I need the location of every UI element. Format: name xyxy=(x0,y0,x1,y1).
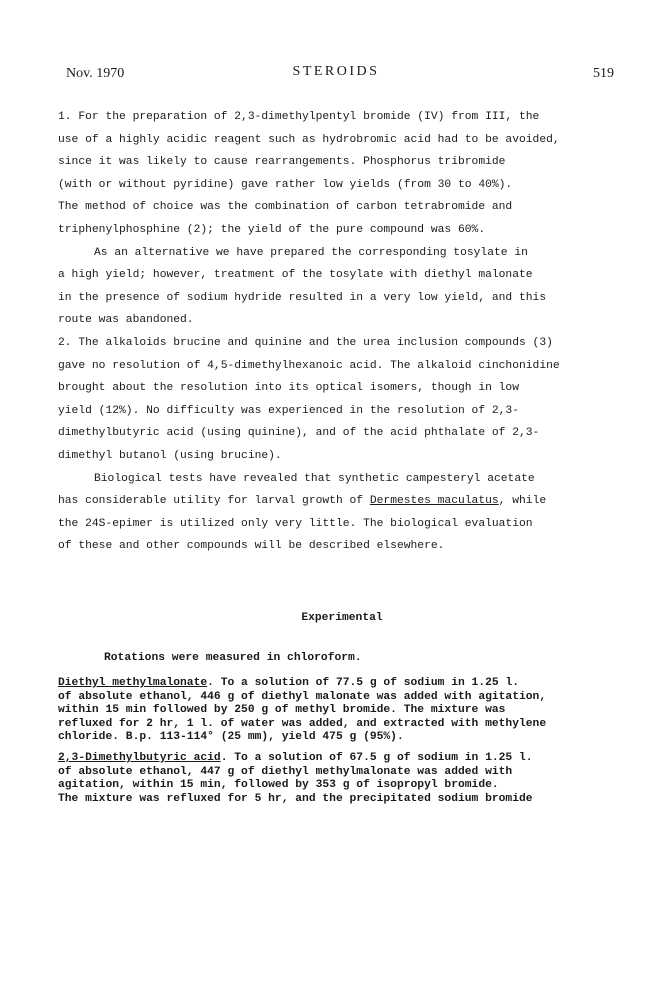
procedure-dimethylbutyric-acid xyxy=(58,752,626,806)
procedure-text: . To a solution of 67.5 g of sodium in 1.25 l. xyxy=(220,752,533,764)
biological-text: has considerable utility for larval growth of xyxy=(58,495,370,508)
compound-title: Diethyl methylmalonate xyxy=(58,677,208,689)
procedure-line: within 15 min followed by 250 g of methyl bromide. The mixture was xyxy=(58,704,506,717)
note2-line: dimethyl butanol (using brucine). xyxy=(58,449,282,462)
alternative-line: As an alternative we have prepared the corresponding tosylate in xyxy=(94,246,528,259)
biological-line: Biological tests have revealed that synthetic campesteryl acetate xyxy=(94,472,535,485)
procedure-diethyl-methylmalonate xyxy=(58,677,626,745)
biological-line: the 24S-epimer is utilized only very little. The biological evaluation xyxy=(58,517,533,530)
note1-line: (with or without pyridine) gave rather low yields (from 30 to 40%). xyxy=(58,178,513,191)
procedure-line: agitation, within 15 min, followed by 353 g of isopropyl bromide. xyxy=(58,779,499,792)
experimental-heading: Experimental xyxy=(301,612,383,624)
procedure-text: . To a solution of 77.5 g of sodium in 1.25 l. xyxy=(207,677,520,689)
note2-line: gave no resolution of 4,5-dimethylhexanoic acid. The alkaloid cinchonidine xyxy=(58,359,560,372)
biological-line xyxy=(58,490,626,513)
alternative-line: in the presence of sodium hydride resulted in a very low yield, and this xyxy=(58,291,547,304)
note2-line: yield (12%). No difficulty was experienced in the resolution of 2,3- xyxy=(58,404,519,417)
biological-line: of these and other compounds will be described elsewhere. xyxy=(58,540,445,553)
procedure-line: of absolute ethanol, 447 g of diethyl methylmalonate was added with xyxy=(58,765,513,778)
procedure-line xyxy=(58,677,626,691)
note1-line: The method of choice was the combination of carbon tetrabromide and xyxy=(58,201,513,214)
procedure-line xyxy=(58,752,626,766)
rotations-note: Rotations were measured in chloroform. xyxy=(104,652,362,664)
note2-line: brought about the resolution into its optical isomers, though in low xyxy=(58,382,519,395)
species-name: Dermestes maculatus xyxy=(369,495,499,508)
note1-line: 1. For the preparation of 2,3-dimethylpentyl bromide (IV) from III, the xyxy=(58,111,540,123)
note1-line: triphenylphosphine (2); the yield of the pure compound was 60%. xyxy=(58,223,486,236)
alternative-line: a high yield; however, treatment of the tosylate with diethyl malonate xyxy=(58,269,533,282)
note1-line: use of a highly acidic reagent such as hydrobromic acid had to be avoided, xyxy=(58,133,560,146)
note2-line: 2. The alkaloids brucine and quinine and the urea inclusion compounds (3) xyxy=(58,336,553,349)
biological-text: , while xyxy=(498,495,547,508)
procedure-line: refluxed for 2 hr, 1 l. of water was added, and extracted with methylene xyxy=(58,717,547,730)
procedure-line: The mixture was refluxed for 5 hr, and the precipitated sodium bromide xyxy=(58,792,533,805)
procedure-line: of absolute ethanol, 446 g of diethyl malonate was added with agitation, xyxy=(58,690,547,703)
note1-line: since it was likely to cause rearrangements. Phosphorus tribromide xyxy=(58,156,506,169)
note2-line: dimethylbutyric acid (using quinine), and of the acid phthalate of 2,3- xyxy=(58,427,540,440)
procedure-line: chloride. B.p. 113-114° (25 mm), yield 475 g (95%). xyxy=(58,731,404,744)
compound-title: 2,3-Dimethylbutyric acid xyxy=(58,752,221,764)
notes-section xyxy=(58,106,626,558)
header-date: Nov. 1970 xyxy=(66,66,125,81)
header-page-number: 519 xyxy=(593,66,614,81)
alternative-line: route was abandoned. xyxy=(58,314,194,327)
header-journal: STEROIDS xyxy=(292,64,380,79)
